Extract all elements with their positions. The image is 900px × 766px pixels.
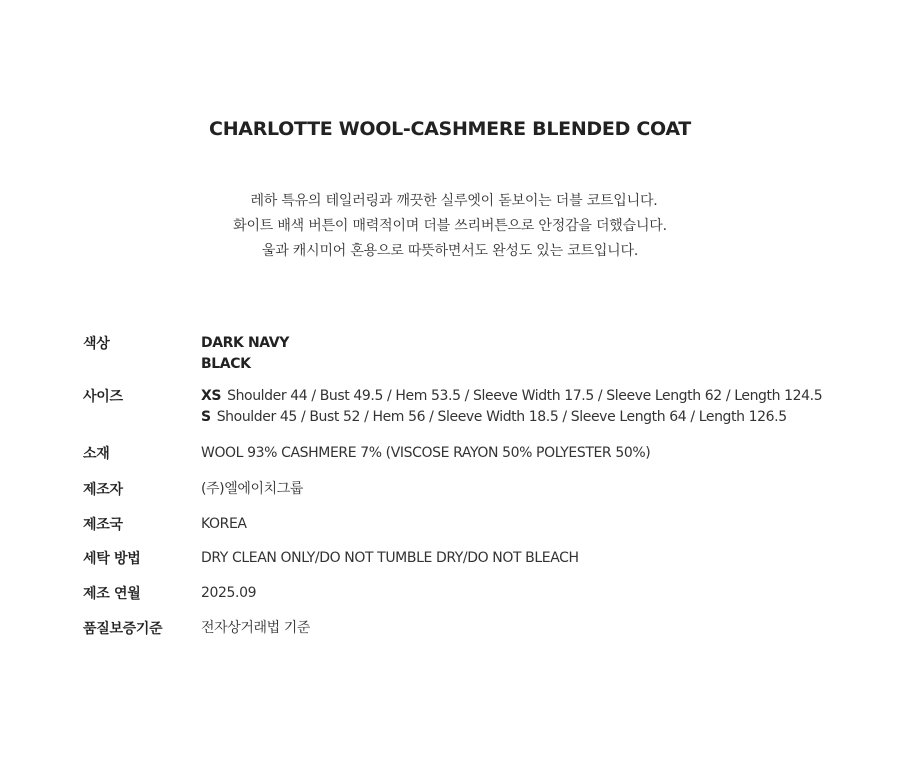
- spec-color-values: [201, 333, 289, 375]
- spec-material-label: 소재: [83, 446, 110, 462]
- spec-date-value: 2025.09: [201, 585, 257, 601]
- size-detail-s: Shoulder 45 / Bust 52 / Hem 56 / Sleeve Width 18.5 / Sleeve Length 64 / Length 126.5: [216, 409, 787, 425]
- size-row-s: [201, 407, 822, 428]
- spec-manufacturer-label: 제조자: [83, 482, 123, 498]
- spec-size-label: 사이즈: [83, 389, 123, 405]
- spec-country-value: KOREA: [201, 516, 247, 532]
- color-dark-navy: DARK NAVY: [201, 335, 289, 351]
- spec-care-value: DRY CLEAN ONLY/DO NOT TUMBLE DRY/DO NOT BLEACH: [201, 550, 579, 566]
- spec-date-label: 제조 연월: [83, 586, 141, 602]
- spec-manufacturer-value: (주)엘에이치그룹: [201, 481, 303, 497]
- spec-color-label: 색상: [83, 336, 110, 352]
- size-row-xs: [201, 386, 822, 407]
- size-code-xs: XS: [201, 388, 222, 404]
- spec-care-label: 세탁 방법: [83, 551, 141, 567]
- spec-warranty-value: 전자상거래법 기준: [201, 620, 311, 636]
- size-code-s: S: [201, 409, 211, 425]
- size-detail-xs: Shoulder 44 / Bust 49.5 / Hem 53.5 / Sleeve Width 17.5 / Sleeve Length 62 / Length 124.5: [227, 388, 823, 404]
- product-title: CHARLOTTE WOOL-CASHMERE BLENDED COAT: [209, 118, 691, 140]
- description-line-2: 화이트 배색 버튼이 매력적이며 더블 쓰리버튼으로 안정감을 더했습니다.: [233, 218, 667, 234]
- color-black: BLACK: [201, 356, 251, 372]
- spec-material-value: WOOL 93% CASHMERE 7% (VISCOSE RAYON 50% POLYESTER 50%): [201, 445, 651, 461]
- spec-size-values: [201, 386, 822, 428]
- spec-country-label: 제조국: [83, 517, 123, 533]
- description-line-3: 울과 캐시미어 혼용으로 따뜻하면서도 완성도 있는 코트입니다.: [261, 243, 639, 259]
- description-line-1: 레하 특유의 테일러링과 깨끗한 실루엣이 돋보이는 더블 코트입니다.: [250, 193, 658, 209]
- spec-warranty-label: 품질보증기준: [83, 621, 163, 637]
